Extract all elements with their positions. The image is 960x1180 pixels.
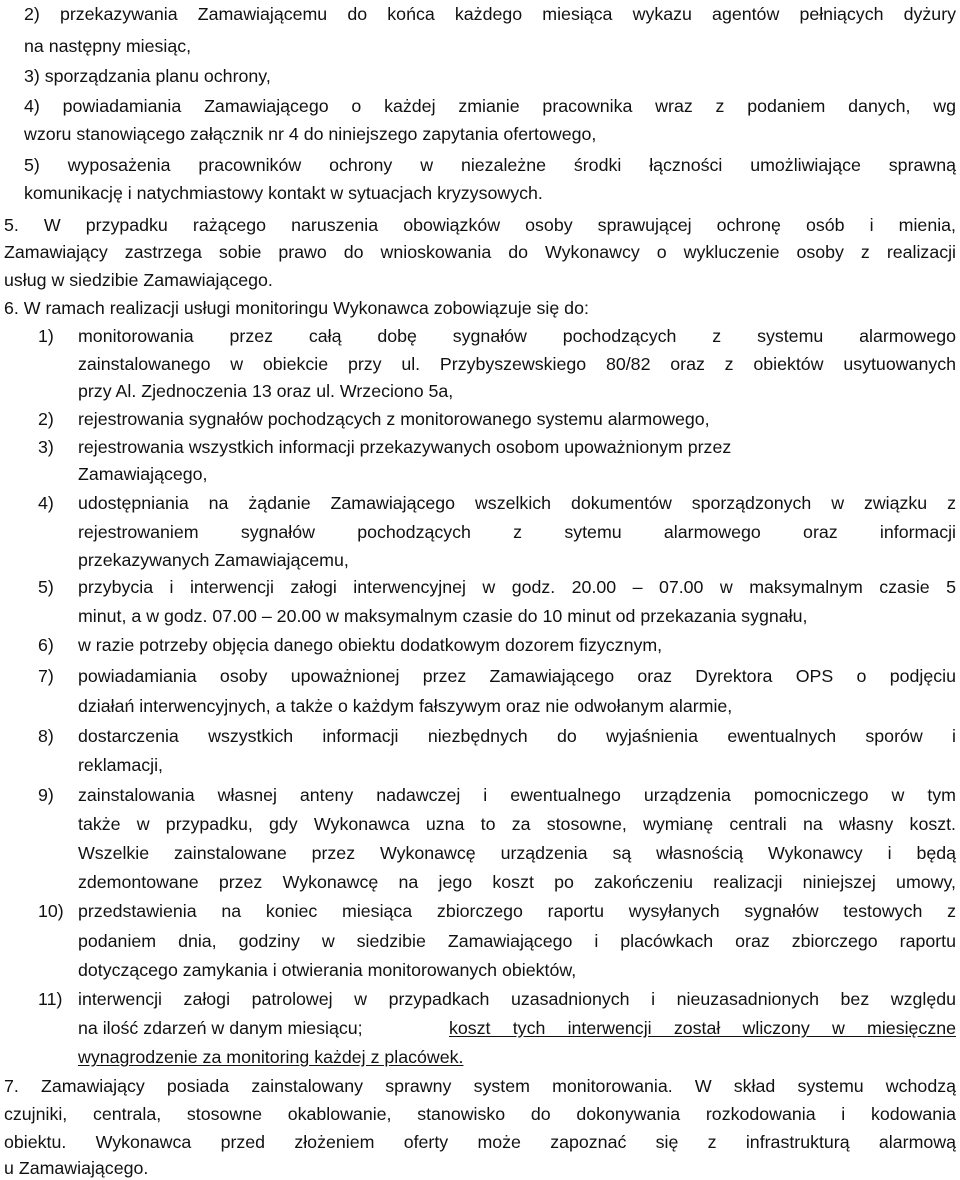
section-6-heading: 6. W ramach realizacji usługi monitoringu Wykonawca zobowiązuje się do:	[4, 298, 589, 318]
text-line: zdemontowane przez Wykonawcę na jego koszt po zakończeniu realizacji niniejszej umowy,	[78, 872, 956, 892]
item-number: 1)	[38, 326, 54, 346]
text-line	[78, 1016, 956, 1040]
text-line: przedstawienia na koniec miesiąca zbiorczego raportu wysyłanych sygnałów testowych z	[78, 901, 956, 921]
text-line: reklamacji,	[78, 755, 163, 775]
text-line: udostępniania na żądanie Zamawiającego wszelkich dokumentów sporządzonych w związku z	[78, 493, 956, 513]
text-line: powiadamiania osoby upoważnionej przez Zamawiającego oraz Dyrektora OPS o podjęciu	[78, 666, 956, 686]
text-line: monitorowania przez całą dobę sygnałów pochodzących z systemu alarmowego	[78, 326, 956, 346]
text-line: przybycia i interwencji załogi interwencyjnej w godz. 20.00 – 07.00 w maksymalnym czasie 5	[78, 577, 956, 597]
text-line: dotyczącego zamykania i otwierania monitorowanych obiektów,	[78, 960, 577, 980]
text-line: przekazywanych Zamawiającemu,	[78, 550, 349, 570]
text-line: 7. Zamawiający posiada zainstalowany sprawny system monitorowania. W skład systemu wchodzą	[4, 1076, 956, 1096]
plain-text: na ilość zdarzeń w danym miesiącu;	[78, 1018, 363, 1038]
text-line: dostarczenia wszystkich informacji niezbędnych do wyjaśnienia ewentualnych sporów i	[78, 726, 956, 746]
underlined-text: koszt tych interwencji został wliczony w miesięczne	[449, 1018, 956, 1038]
text-line: zainstalowania własnej anteny nadawczej i ewentualnego urządzenia pomocniczego w tym	[78, 785, 956, 805]
text-line: na następny miesiąc,	[24, 36, 192, 56]
text-line: Zamawiającego,	[78, 464, 208, 484]
item-number: 6)	[38, 635, 54, 655]
text-line: podaniem dnia, godziny w siedzibie Zamawiającego i placówkach oraz zbiorczego raportu	[78, 931, 956, 951]
text-line: 3) sporządzania planu ochrony,	[24, 66, 271, 86]
item-number: 3)	[38, 437, 54, 457]
text-line: 2) przekazywania Zamawiającemu do końca każdego miesiąca wykazu agentów pełniących dyżury	[24, 4, 956, 24]
text-line: komunikację i natychmiastowy kontakt w sytuacjach kryzysowych.	[24, 183, 543, 203]
text-line: zainstalowanego w obiekcie przy ul. Przybyszewskiego 80/82 oraz z obiektów usytuowanych	[78, 354, 956, 374]
text-line: w razie potrzeby objęcia danego obiektu dodatkowym dozorem fizycznym,	[78, 635, 663, 655]
text-line: wzoru stanowiącego załącznik nr 4 do niniejszego zapytania ofertowego,	[24, 124, 597, 144]
item-number: 9)	[38, 785, 54, 805]
text-line: Wszelkie zainstalowane przez Wykonawcę urządzenia są własnością Wykonawcy i będą	[78, 843, 956, 863]
text-line: u Zamawiającego.	[4, 1158, 149, 1178]
text-line: obiektu. Wykonawca przed złożeniem oferty może zapoznać się z infrastrukturą alarmową	[4, 1132, 956, 1152]
text-line: 4) powiadamiania Zamawiającego o każdej zmianie pracownika wraz z podaniem danych, wg	[24, 96, 956, 116]
item-number: 7)	[38, 666, 54, 686]
item-number: 2)	[38, 409, 54, 429]
underlined-text: wynagrodzenie za monitoring każdej z placówek.	[78, 1047, 464, 1067]
text-line: rejestrowania wszystkich informacji przekazywanych osobom upoważnionym przez	[78, 437, 732, 457]
text-line: rejestrowania sygnałów pochodzących z monitorowanego systemu alarmowego,	[78, 409, 710, 429]
item-number: 4)	[38, 493, 54, 513]
text-line: działań interwencyjnych, a także o każdym fałszywym oraz nie odwołanym alarmie,	[78, 696, 733, 716]
text-line: czujniki, centrala, stosowne okablowanie, stanowisko do dokonywania rozkodowania i kodowania	[4, 1104, 956, 1124]
text-line: 5) wyposażenia pracowników ochrony w niezależne środki łączności umożliwiające sprawną	[24, 155, 956, 175]
text-line: Zamawiający zastrzega sobie prawo do wnioskowania do Wykonawcy o wykluczenie osoby z realizacji	[4, 242, 956, 262]
text-line: minut, a w godz. 07.00 – 20.00 w maksymalnym czasie do 10 minut od przekazania sygnału,	[78, 606, 808, 626]
item-number: 8)	[38, 726, 54, 746]
item-number: 11)	[38, 989, 63, 1009]
text-line: usług w siedzibie Zamawiającego.	[4, 270, 273, 290]
text-line: przy Al. Zjednoczenia 13 oraz ul. Wrzeciono 5a,	[78, 381, 454, 401]
text-line: także w przypadku, gdy Wykonawca uzna to za stosowne, wymianę centrali na własny koszt.	[78, 814, 956, 834]
text-line: interwencji załogi patrolowej w przypadkach uzasadnionych i nieuzasadnionych bez względu	[78, 989, 956, 1009]
item-number: 10)	[38, 901, 64, 921]
text-line: rejestrowaniem sygnałów pochodzących z sytemu alarmowego oraz informacji	[78, 522, 956, 542]
item-number: 5)	[38, 577, 54, 597]
text-line: 5. W przypadku rażącego naruszenia obowiązków osoby sprawującej ochronę osób i mienia,	[4, 215, 956, 235]
